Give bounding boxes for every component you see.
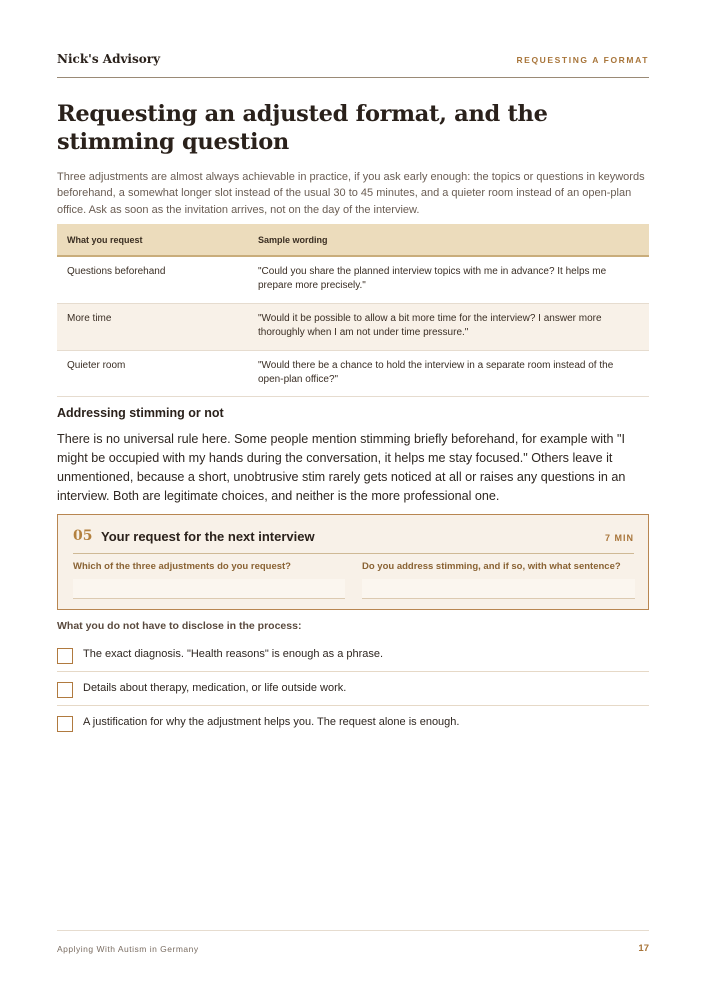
table-row: [57, 351, 649, 398]
brand-name: Nick's Advisory: [57, 52, 161, 66]
request-cell: Quieter room: [67, 359, 126, 371]
adjustments-answer-field[interactable]: [73, 579, 345, 599]
checkbox[interactable]: [57, 682, 73, 698]
table-row: [57, 257, 649, 304]
exercise-duration: 7 MIN: [604, 533, 634, 543]
disclosure-checklist: [57, 638, 649, 740]
exercise-question-stimming: Do you address stimming, and if so, with what sentence?: [362, 561, 621, 572]
stimming-paragraph: There is no universal rule here. Some people mention stimming briefly beforehand, for example with "I might be occupied with my hands during the conversation, it helps me stay focused." Others leave it unmentioned, because a short, unobtrusive stim rarely gets noticed at all or raises any questions in an interview. Both are legitimate choices, and neither is the more professional one.: [57, 432, 626, 503]
page-title: Requesting an adjusted format, and the stimming question: [57, 101, 548, 155]
exercise-divider: [73, 553, 634, 554]
checklist-item: [57, 706, 649, 740]
book-title: Applying With Autism in Germany: [57, 944, 199, 954]
checklist-item: [57, 638, 649, 672]
page-number: 17: [638, 943, 649, 954]
exercise-box: [57, 514, 649, 610]
table-header-row: [57, 224, 649, 257]
exercise-question-adjustments: Which of the three adjustments do you request?: [73, 561, 291, 572]
wording-cell: "Could you share the planned interview topics with me in advance? It helps me prepare more precisely.": [258, 266, 607, 292]
checklist-item-text: The exact diagnosis. "Health reasons" is enough as a phrase.: [83, 648, 384, 660]
page-header: [57, 52, 649, 78]
exercise-number: 05: [73, 528, 93, 544]
adjustments-table: [57, 224, 649, 397]
request-cell: More time: [67, 312, 112, 324]
checklist-item-text: Details about therapy, medication, or life outside work.: [83, 682, 347, 694]
checkbox[interactable]: [57, 716, 73, 732]
checklist-item-text: A justification for why the adjustment helps you. The request alone is enough.: [83, 716, 460, 728]
checklist-item: [57, 672, 649, 706]
wording-cell: "Would there be a chance to hold the interview in a separate room instead of the open-plan office?": [258, 359, 614, 386]
wording-cell: "Would it be possible to allow a bit more time for the interview? I answer more thoroughly when I am not under time pressure.": [258, 312, 602, 339]
stimming-answer-field[interactable]: [362, 579, 635, 599]
page-footer: [57, 930, 649, 960]
column-header-request: What you request: [67, 234, 143, 245]
table-row: [57, 304, 649, 351]
column-header-wording: Sample wording: [258, 234, 328, 245]
intro-paragraph: Three adjustments are almost always achievable in practice, if you ask early enough: the topics or questions in keywords beforehand, a somewhat longer slot instead of the usual 30 to 45 minutes, and a quieter room instead of an open-plan office. Ask as soon as the invitation arrives, not on the day of the interview.: [57, 171, 645, 216]
disclosure-heading: What you do not have to disclose in the process:: [57, 620, 302, 632]
exercise-title: Your request for the next interview: [101, 529, 315, 544]
section-tag: REQUESTING A FORMAT: [516, 55, 649, 65]
stimming-heading: Addressing stimming or not: [57, 406, 224, 420]
checkbox[interactable]: [57, 648, 73, 664]
page: [57, 0, 649, 1000]
request-cell: Questions beforehand: [67, 266, 166, 277]
